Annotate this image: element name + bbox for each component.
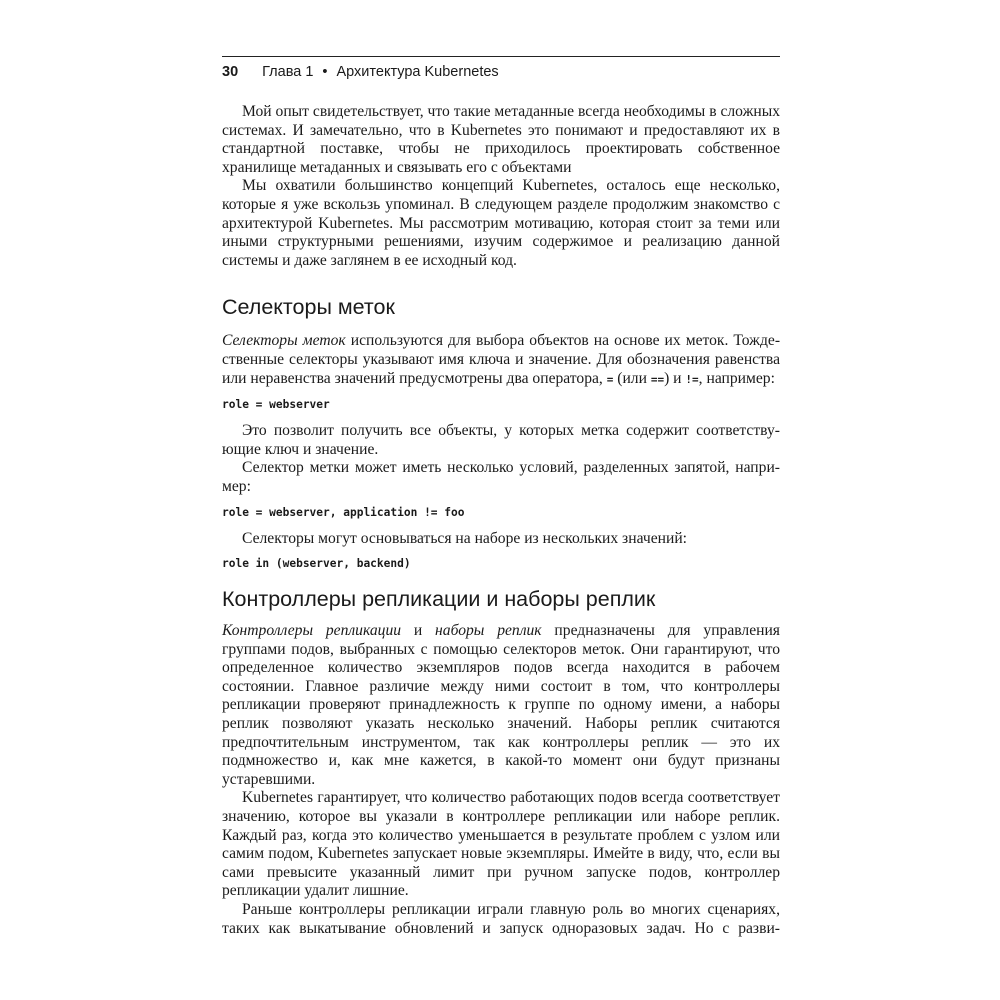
text-run: (или [613, 369, 651, 387]
code-example-1: role = webserver [222, 398, 330, 412]
operator-eqeq: == [650, 372, 665, 386]
operator-neq: != [685, 372, 699, 386]
intro-paragraph-2: Мы охватили большинство концепций Kubernetes, осталось еще несколько, которые я уже вскользь упоминал. В следующем разделе продолжим знакомство с архитектурой Kubernetes. Мы рассмотрим мотивацию, которая стоит за теми или иными структурными решениями, изучим содержимое и реализацию данной системы и даже заглянем в ее исходный код. [222, 177, 780, 269]
intro-paragraph-1: Мой опыт свидетельствует, что такие метаданные всегда необходимы в сложных системах. И замечательно, что в Kubernetes это понимают и предоставляют их в стандартной поставке, чтобы не приходилось проектировать собственное хранилище метаданных и связывать его с объектами [222, 103, 780, 176]
replication-paragraph-3: Раньше контроллеры репликации играли главную роль во многих сценариях, таких как выкатывание обновлений и запуск одноразовых задач. Но с разви- [222, 901, 780, 937]
label-selectors-paragraph-2: Это позволит получить все объекты, у которых метка содержит соответствующие ключ и значение. [222, 422, 780, 458]
page-number: 30 [222, 64, 239, 80]
chapter-title: Архитектура Kubernetes [336, 64, 499, 80]
code-example-3: role in (webserver, backend) [222, 557, 411, 571]
replication-paragraph-1 [222, 622, 780, 789]
text-run: ) и [664, 369, 686, 387]
running-header [222, 56, 780, 84]
code-example-2: role = webserver, application != foo [222, 505, 465, 519]
term-replication-controllers: Контроллеры репликации [222, 622, 402, 640]
label-selectors-paragraph-3: Селектор метки может иметь несколько условий, разделенных запятой, например: [222, 459, 780, 495]
section-heading-label-selectors: Селекторы меток [222, 295, 395, 320]
text-run: и [401, 622, 436, 640]
section-heading-replication-controllers: Контроллеры репликации и наборы реплик [222, 587, 656, 612]
text-run: используются для выбора объектов на основе их меток. Тождественные селекторы указывают имя ключа и значение. Для обозначения равенства или неравенства значений предусмотрены два оператора, [222, 332, 781, 387]
text-run: , например: [698, 369, 775, 387]
label-selectors-paragraph-1 [222, 332, 780, 389]
term-replica-sets: наборы реплик [435, 622, 542, 640]
operator-eq: = [606, 372, 614, 386]
term-label-selectors: Селекторы меток [222, 332, 346, 350]
replication-paragraph-2: Kubernetes гарантирует, что количество работающих подов всегда соответствует значению, которое вы указали в контроллере репликации или наборе реплик. Каждый раз, когда это количество уменьшается в результате проблем с узлом или самим подом, Kubernetes запускает новые экземпляры. Имейте в виду, что, если вы сами превысите указанный лимит при ручном запуске подов, контроллер репликации удалит лишние. [222, 789, 780, 900]
text-run: предназначены для управления группами подов, выбранных с помощью селекторов меток. Они гарантируют, что определенное количество экземпляров подов всегда находится в рабочем состоянии. Главное различие между ними состоит в том, что контроллеры репликации проверяют принадлежность к группе по одному имени, а наборы реплик позволяют указать несколько значений. Наборы реплик считаются предпочтительным инструментом, так как контроллеры реплик — это их подмножество и, как мне кажется, в какой-то момент они будут признаны устаревшими. [222, 622, 780, 788]
page-body [222, 103, 780, 938]
chapter-label: Глава 1 [262, 64, 314, 80]
label-selectors-paragraph-4: Селекторы могут основываться на наборе из нескольких значений: [242, 529, 687, 547]
header-bullet: • [322, 64, 328, 80]
